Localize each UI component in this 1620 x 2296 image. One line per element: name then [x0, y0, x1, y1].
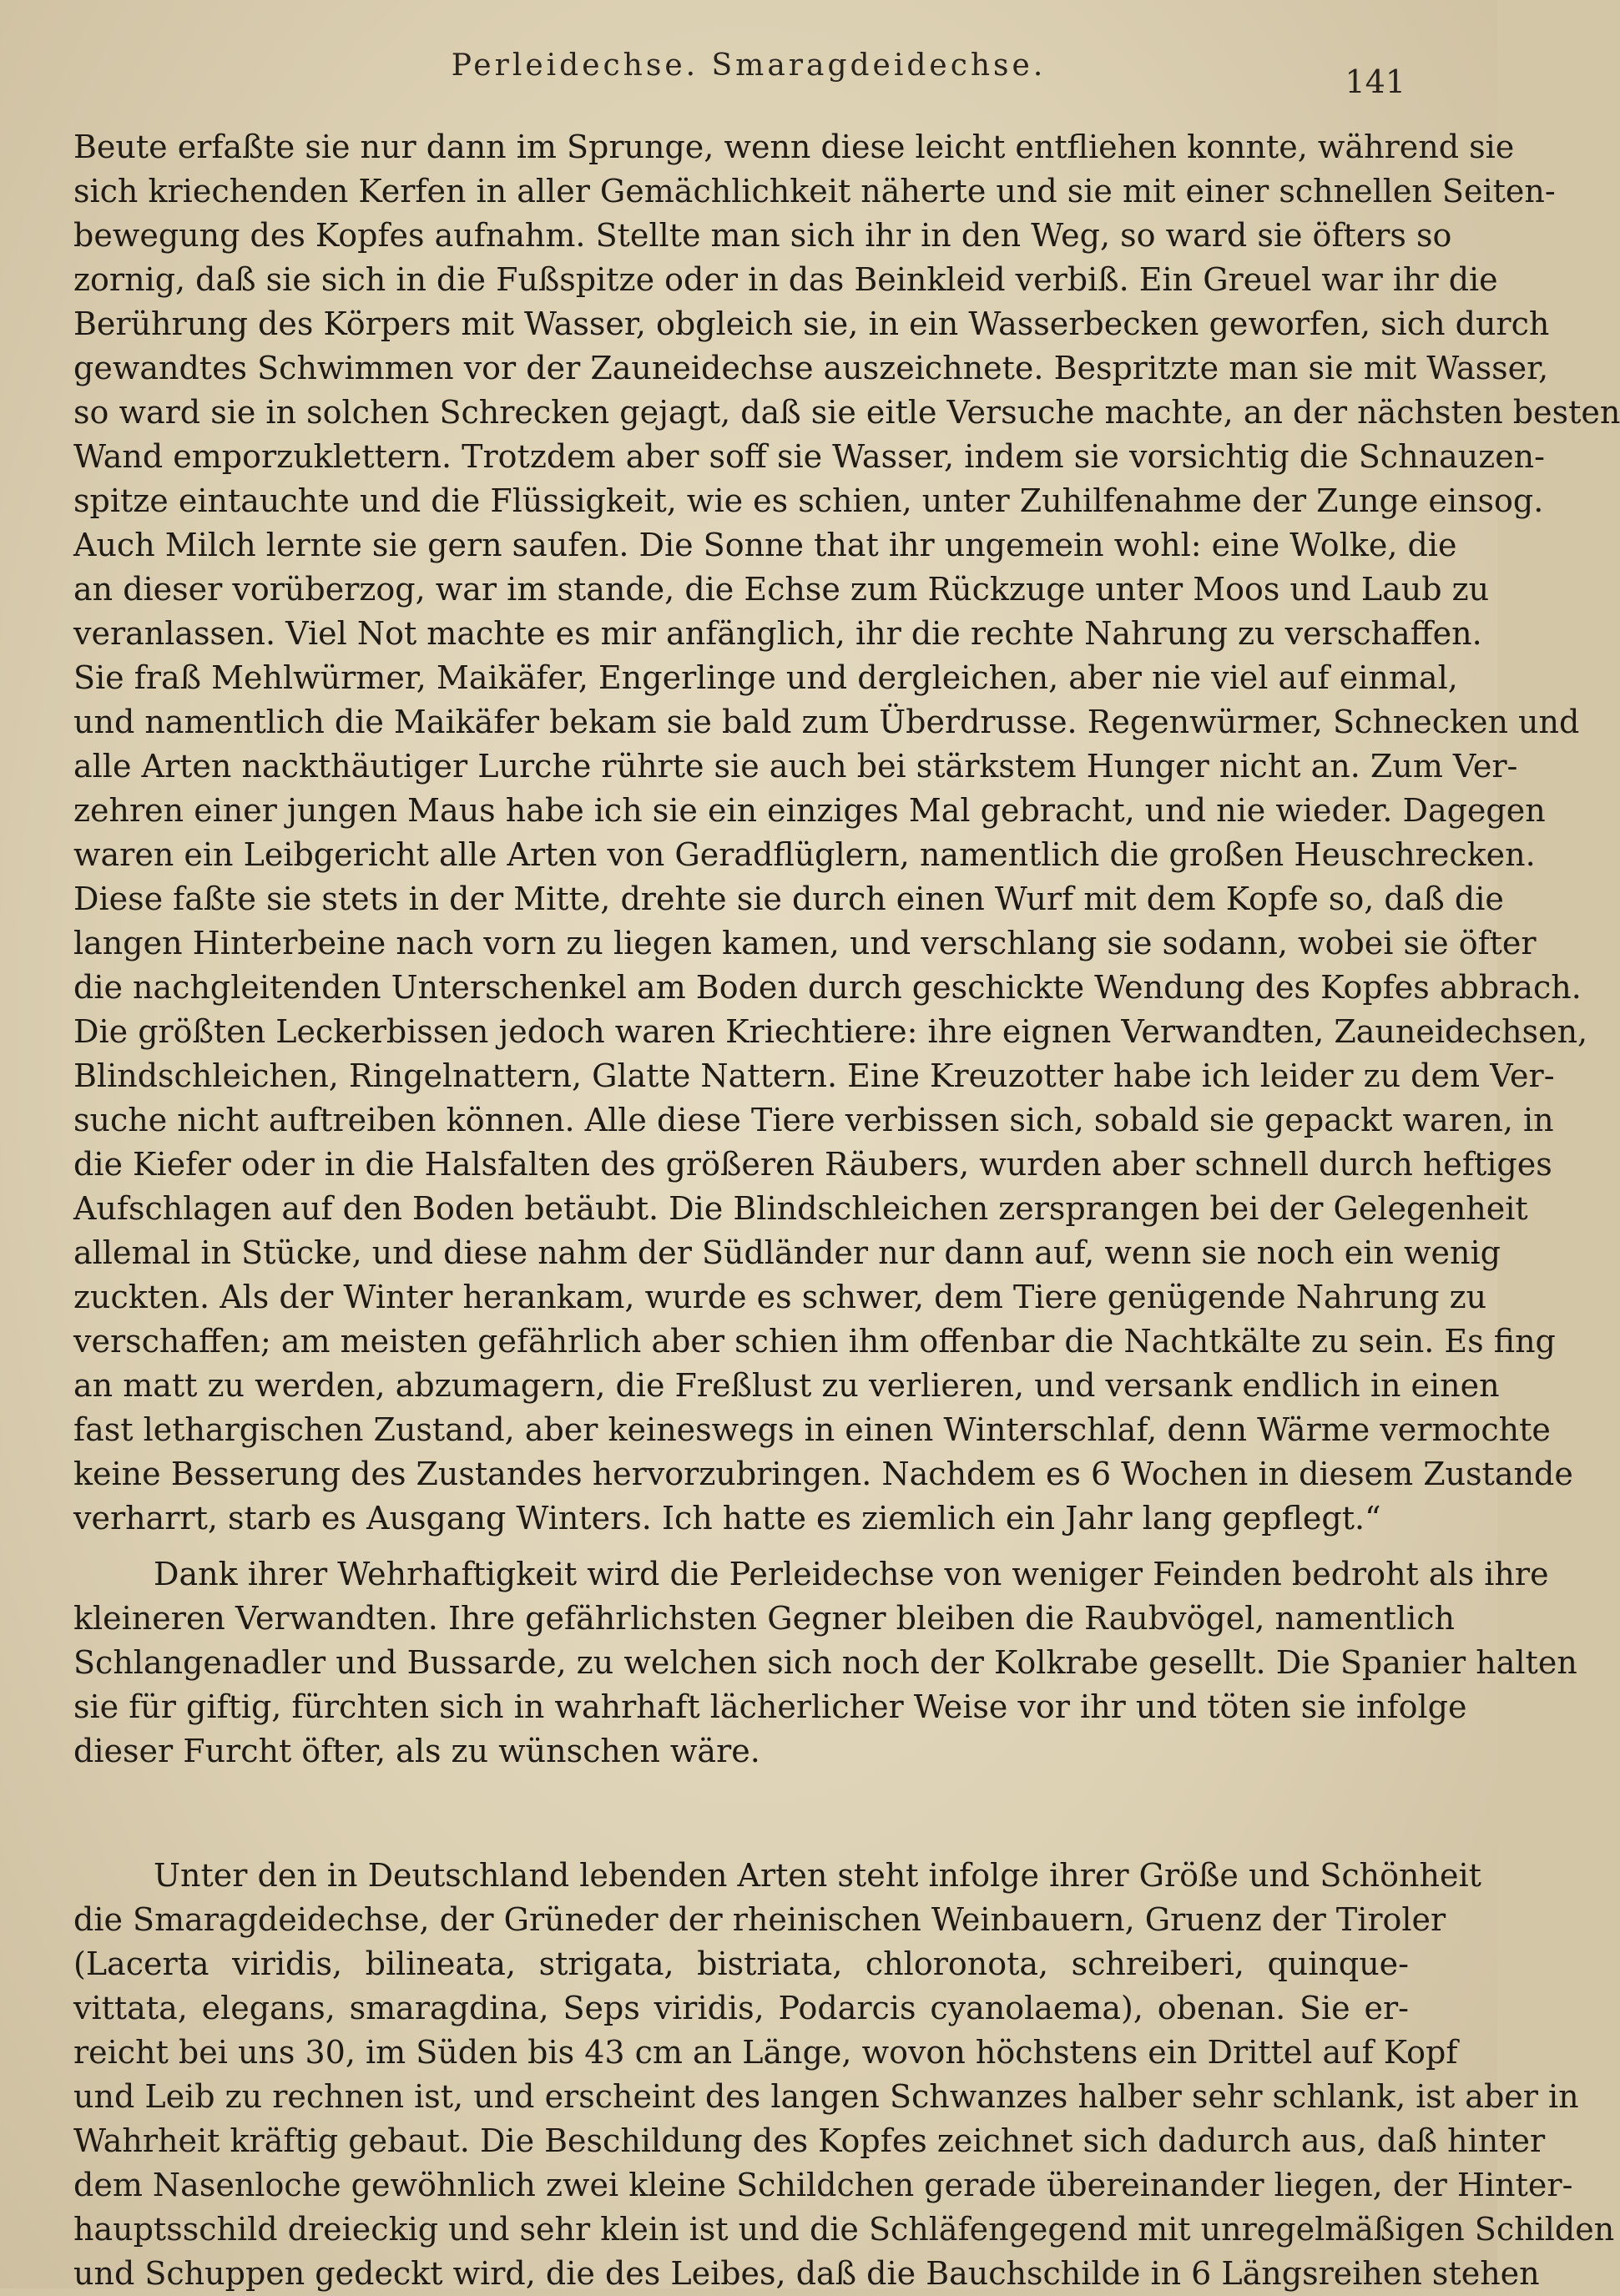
running-head: Perleidechse. Smaragdeidechse. — [451, 48, 1047, 83]
text-line: suche nicht auftreiben können. Alle diese Tiere verbissen sich, sobald sie gepackt waren, in — [73, 1102, 1554, 1138]
text-line: Wahrheit kräftig gebaut. Die Beschildung des Kopfes zeichnet sich dadurch aus, daß hinter — [73, 2122, 1546, 2159]
text-line: sie für giftig, fürchten sich in wahrhaft lächerlicher Weise vor ihr und töten sie infolge — [73, 1688, 1467, 1725]
text-line: Blindschleichen, Ringelnattern, Glatte Nattern. Eine Kreuzotter habe ich leider zu dem Ver- — [73, 1057, 1555, 1094]
text-line: dieser Furcht öfter, als zu wünschen wäre. — [73, 1733, 760, 1769]
text-line: fast lethargischen Zustand, aber keineswegs in einen Winterschlaf, denn Wärme vermochte — [73, 1411, 1551, 1448]
text-line: und Schuppen gedeckt wird, die des Leibes, daß die Bauchschilde in 6 Längsreihen stehen — [73, 2255, 1540, 2292]
text-line: alle Arten nackthäutiger Lurche rührte sie auch bei stärkstem Hunger nicht an. Zum Ver- — [73, 748, 1518, 785]
text-line: an matt zu werden, abzumagern, die Freßlust zu verlieren, und versank endlich in einen — [73, 1367, 1500, 1404]
body-text — [73, 125, 1620, 2296]
text-line: bewegung des Kopfes aufnahm. Stellte man sich ihr in den Weg, so ward sie öfters so — [73, 217, 1452, 254]
text-line: zehren einer jungen Maus habe ich sie ein einziges Mal gebracht, und nie wieder. Dagegen — [73, 792, 1546, 829]
text-line: (Lacerta viridis, bilineata, strigata, bistriata, chloronota, schreiberi, quinque- — [73, 1945, 1409, 1982]
text-line: und Leib zu rechnen ist, und erscheint des langen Schwanzes halber sehr schlank, ist aber in — [73, 2078, 1579, 2115]
text-line: hauptsschild dreieckig und sehr klein ist und die Schläfengegend mit unregelmäßigen Schilden — [73, 2211, 1615, 2248]
text-line: kleineren Verwandten. Ihre gefährlichsten Gegner bleiben die Raubvögel, namentlich — [73, 1600, 1456, 1637]
text-line: zornig, daß sie sich in die Fußspitze oder in das Beinkleid verbiß. Ein Greuel war ihr die — [73, 261, 1498, 298]
text-line: langen Hinterbeine nach vorn zu liegen kamen, und verschlang sie sodann, wobei sie öfter — [73, 925, 1537, 961]
text-line: reicht bei uns 30, im Süden bis 43 cm an Länge, wovon höchstens ein Drittel auf Kopf — [73, 2034, 1458, 2071]
text-line: zuckten. Als der Winter herankam, wurde es schwer, dem Tiere genügende Nahrung zu — [73, 1279, 1487, 1315]
text-line: Diese faßte sie stets in der Mitte, drehte sie durch einen Wurf mit dem Kopfe so, daß die — [73, 881, 1504, 917]
paragraph-smaragdeidechse — [73, 1854, 1615, 2296]
text-line: und namentlich die Maikäfer bekam sie bald zum Überdrusse. Regenwürmer, Schnecken und — [73, 704, 1580, 740]
text-line: veranlassen. Viel Not machte es mir anfänglich, ihr die rechte Nahrung zu verschaffen. — [73, 615, 1482, 652]
text-line: Berührung des Körpers mit Wasser, obgleich sie, in ein Wasserbecken geworfen, sich durch — [73, 305, 1550, 342]
text-line: sich kriechenden Kerfen in aller Gemächlichkeit näherte und sie mit einer schnellen Seiten- — [73, 173, 1556, 209]
text-line: an dieser vorüberzog, war im stande, die Echse zum Rückzuge unter Moos und Laub zu — [73, 571, 1490, 608]
text-line: Die größten Leckerbissen jedoch waren Kriechtiere: ihre eignen Verwandten, Zauneidechsen, — [73, 1013, 1588, 1050]
text-line: gewandtes Schwimmen vor der Zauneidechse auszeichnete. Bespritzte man sie mit Wasser, — [73, 350, 1549, 386]
text-line: Unter den in Deutschland lebenden Arten steht infolge ihrer Größe und Schönheit — [154, 1857, 1481, 1894]
page-number: 141 — [1345, 63, 1406, 100]
text-line: waren ein Leibgericht alle Arten von Geradflüglern, namentlich die großen Heuschrecken. — [73, 836, 1536, 873]
text-line: spitze eintauchte und die Flüssigkeit, wie es schien, unter Zuhilfenahme der Zunge einsog. — [73, 482, 1544, 519]
text-line: Auch Milch lernte sie gern saufen. Die Sonne that ihr ungemein wohl: eine Wolke, die — [73, 527, 1457, 563]
text-line: allemal in Stücke, und diese nahm der Südländer nur dann auf, wenn sie noch ein wenig — [73, 1234, 1501, 1271]
text-line: Beute erfaßte sie nur dann im Sprunge, wenn diese leicht entfliehen konnte, während sie — [73, 129, 1515, 165]
text-line: die Kiefer oder in die Halsfalten des größeren Räubers, wurden aber schnell durch heftiges — [73, 1146, 1552, 1183]
text-line: Wand emporzuklettern. Trotzdem aber soff sie Wasser, indem sie vorsichtig die Schnauzen- — [73, 438, 1545, 475]
text-line: Sie fraß Mehlwürmer, Maikäfer, Engerlinge und dergleichen, aber nie viel auf einmal, — [73, 659, 1458, 696]
text-line: die nachgleitenden Unterschenkel am Boden durch geschickte Wendung des Kopfes abbrach. — [73, 969, 1582, 1006]
paragraph-quote-continuation — [73, 125, 1620, 1541]
text-line: verschaffen; am meisten gefährlich aber schien ihm offenbar die Nachtkälte zu sein. Es fing — [73, 1323, 1556, 1360]
text-line: die Smaragdeidechse, der Grüneder der rheinischen Weinbauern, Gruenz der Tiroler — [73, 1901, 1446, 1938]
text-line: Aufschlagen auf den Boden betäubt. Die Blindschleichen zersprangen bei der Gelegenheit — [73, 1190, 1528, 1227]
text-line: so ward sie in solchen Schrecken gejagt, daß sie eitle Versuche machte, an der nächsten besten — [73, 394, 1620, 431]
text-line: vittata, elegans, smaragdina, Seps viridis, Podarcis cyanolaema), obenan. Sie er- — [73, 1990, 1409, 2026]
text-line: Schlangenadler und Bussarde, zu welchen sich noch der Kolkrabe gesellt. Die Spanier halten — [73, 1644, 1577, 1681]
text-line: Dank ihrer Wehrhaftigkeit wird die Perleidechse von weniger Feinden bedroht als ihre — [154, 1556, 1549, 1592]
paragraph-enemies — [73, 1552, 1577, 1774]
text-line: dem Nasenloche gewöhnlich zwei kleine Schildchen gerade übereinander liegen, der Hinter- — [73, 2167, 1573, 2203]
text-line: keine Besserung des Zustandes hervorzubringen. Nachdem es 6 Wochen in diesem Zustande — [73, 1456, 1573, 1492]
text-line: verharrt, starb es Ausgang Winters. Ich hatte es ziemlich ein Jahr lang gepflegt.“ — [73, 1500, 1381, 1537]
